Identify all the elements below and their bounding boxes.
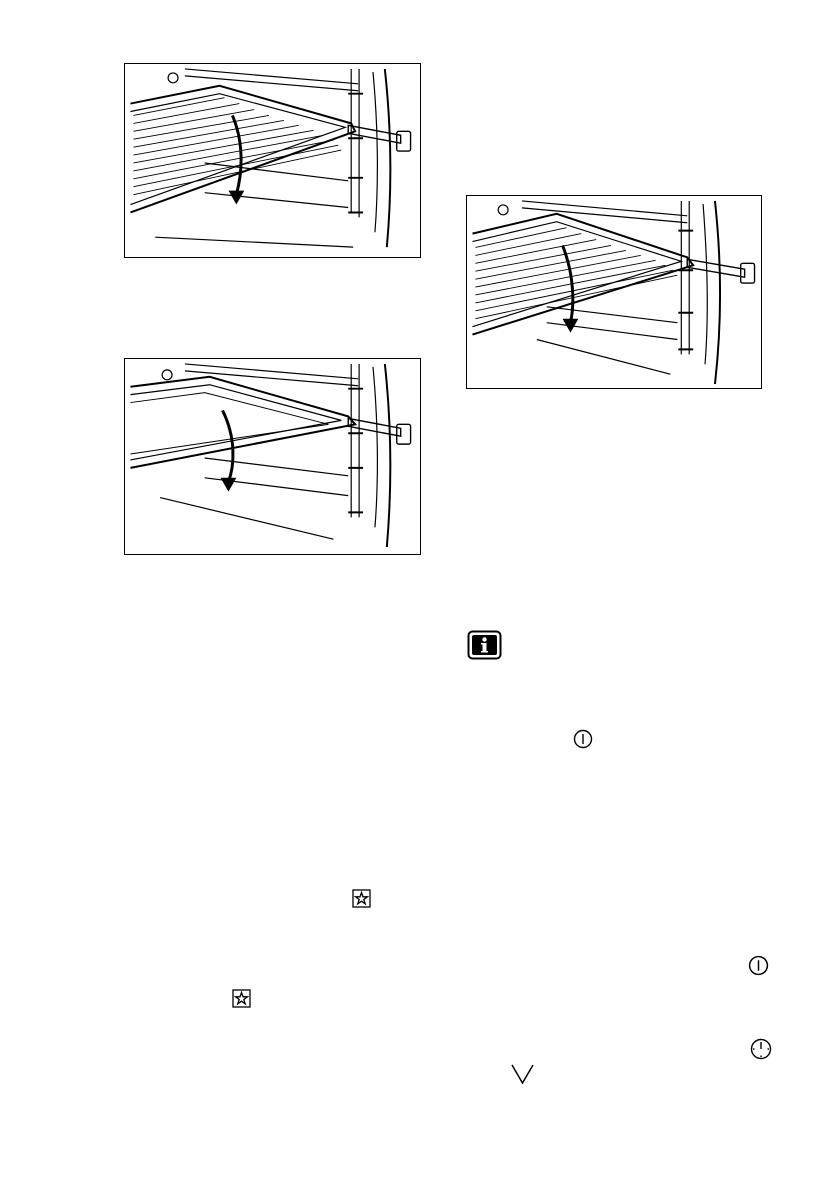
clock-icon (750, 1038, 772, 1060)
oven-wire-shelf-illustration (124, 63, 421, 258)
favourite-star-icon (352, 889, 371, 908)
power-on-off-icon-2 (748, 955, 769, 976)
favourite-star-icon-2 (232, 989, 251, 1008)
chevron-down-icon (510, 1063, 535, 1085)
oven-tray-illustration (124, 358, 421, 555)
power-on-off-icon (573, 729, 593, 749)
info-icon (467, 630, 502, 660)
oven-wire-shelf-illustration-2 (466, 195, 762, 389)
